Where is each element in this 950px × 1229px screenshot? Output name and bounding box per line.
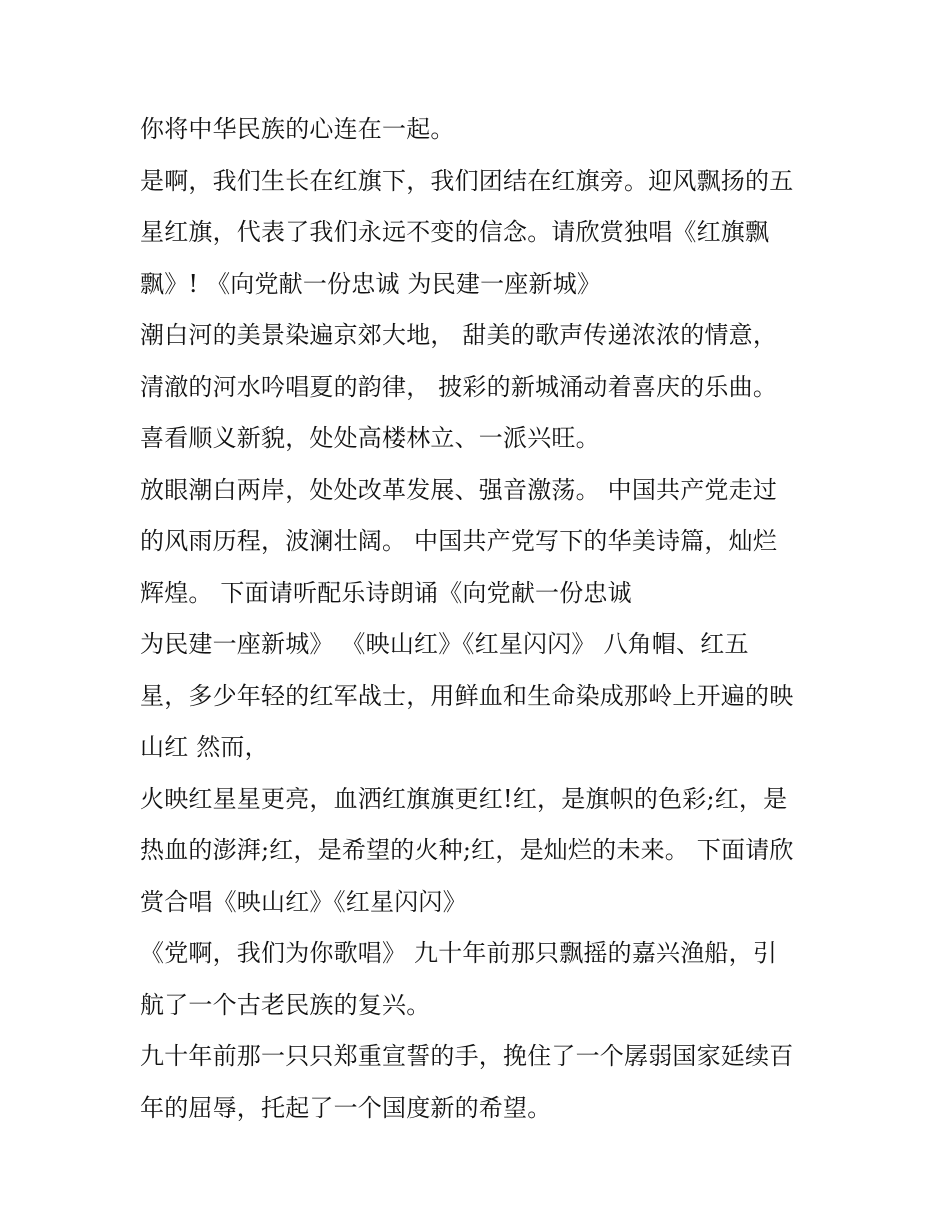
text-line: 山红 然而， [140,733,269,761]
text-line: 为民建一座新城》 《映山红》《红星闪闪》 八角帽、红五 [140,630,749,658]
text-line: 《党啊，我们为你歌唱》 九十年前那只飘摇的嘉兴渔船，引 [140,939,778,967]
text-line: 你将中华民族的心连在一起。 [140,115,455,143]
text-line: 是啊，我们生长在红旗下，我们团结在红旗旁。迎风飘扬的五 [140,166,794,195]
text-line: 飘》! 《向党献一份忠诚 为民建一座新城》 [140,269,602,298]
text-line: 放眼潮白两岸，处处改革发展、强音激荡。 中国共产党走过 [140,475,778,504]
text-line: 星，多少年轻的红军战士，用鲜血和生命染成那岭上开遍的映 [140,681,794,710]
text-line: 清澈的河水吟唱夏的韵律， 披彩的新城涌动着喜庆的乐曲。 [140,372,778,401]
document-body [140,104,830,1134]
text-line: 九十年前那一只只郑重宣誓的手，挽住了一个孱弱国家延续百 [140,1042,794,1070]
text-line: 潮白河的美景染遍京郊大地， 甜美的歌声传递浓浓的情意， [140,321,778,349]
text-line: 的风雨历程，波澜壮阔。 中国共产党写下的华美诗篇，灿烂 [140,527,778,555]
text-line: 赏合唱《映山红》《红星闪闪》 [140,887,467,916]
text-line: 喜看顺义新貌，处处高楼林立、一派兴旺。 [140,424,600,452]
text-line: 辉煌。 下面请听配乐诗朗诵《向党献一份忠诚 [140,578,632,607]
text-line: 星红旗，代表了我们永远不变的信念。请欣赏独唱《红旗飘 [140,218,770,246]
text-line: 火映红星星更亮，血洒红旗旗更红!红，是旗帜的色彩;红，是 [140,784,788,813]
text-line: 航了一个古老民族的复兴。 [140,990,431,1019]
text-line: 热血的澎湃;红，是希望的火种;红，是灿烂的未来。 下面请欣 [140,836,794,864]
text-line: 年的屈辱，托起了一个国度新的希望。 [140,1093,552,1122]
